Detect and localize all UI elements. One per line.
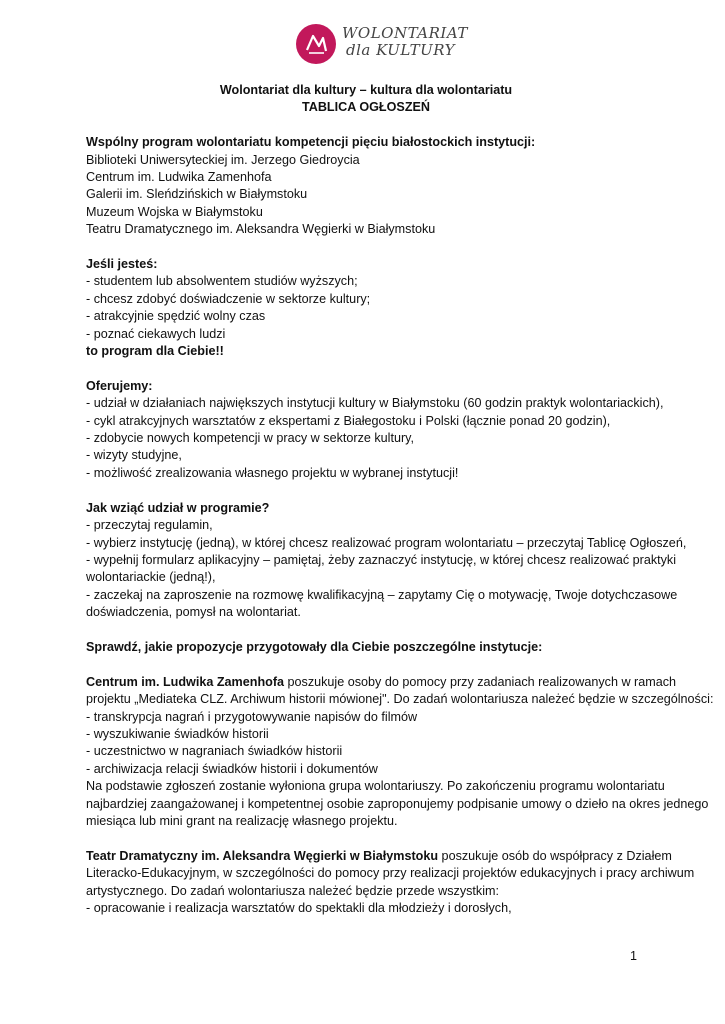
text-line: najbardziej zaangażowanej i kompetentnej osobie zaproponujemy podpisanie umowy o dzieło na okres jednego	[86, 796, 709, 811]
list-item: - poznać ciekawych ludzi	[86, 326, 226, 341]
logo-text	[342, 25, 468, 59]
zamenhof-intro	[86, 674, 677, 691]
page-number: 1	[630, 949, 638, 963]
offer-heading: Oferujemy:	[86, 378, 153, 393]
list-item: - zdobycie nowych kompetencji w pracy w sektorze kultury,	[86, 431, 415, 446]
list-item: - studentem lub absolwentem studiów wyższych;	[86, 274, 358, 289]
teatr-name: Teatr Dramatyczny im. Aleksandra Węgierki w Białymstoku	[86, 848, 439, 863]
list-item: - transkrypcja nagrań i przygotowywanie napisów do filmów	[86, 709, 418, 724]
document-title: Wolontariat dla kultury – kultura dla wolontariatu	[219, 83, 513, 97]
logo-line-1: WOLONTARIAT	[342, 24, 468, 42]
zamenhof-intro-text: poszukuje osoby do pomocy przy zadaniach realizowanych w ramach	[284, 674, 677, 689]
list-item: - uczestnictwo w nagraniach świadków historii	[86, 744, 343, 759]
institution-item: Centrum im. Ludwika Zamenhofa	[86, 170, 272, 185]
logo	[296, 24, 468, 64]
list-item: - wyszukiwanie świadków historii	[86, 726, 269, 741]
list-item: - wizyty studyjne,	[86, 448, 182, 463]
institution-item: Galerii im. Sleńdzińskich w Białymstoku	[86, 187, 308, 202]
text-line: wolontariackie (jedną!),	[86, 570, 216, 585]
text-line: artystycznego. Do zadań wolontariusza należeć będzie przede wszystkim:	[86, 883, 499, 898]
text-line: - przeczytaj regulamin,	[86, 518, 213, 533]
if-you-are-heading: Jeśli jesteś:	[86, 257, 158, 272]
zamenhof-name: Centrum im. Ludwika Zamenhofa	[86, 674, 285, 689]
teatr-intro	[86, 848, 672, 865]
teatr-intro-text: poszukuje osób do współpracy z Działem	[438, 848, 672, 863]
program-heading: Wspólny program wolontariatu kompetencji pięciu białostockich instytucji:	[86, 135, 536, 150]
list-item: - archiwizacja relacji świadków historii i dokumentów	[86, 761, 378, 776]
list-item: - opracowanie i realizacja warsztatów do spektakli dla młodzieży i dorosłych,	[86, 900, 512, 915]
list-item: - atrakcyjnie spędzić wolny czas	[86, 309, 266, 324]
text-line: projektu „Mediateka CLZ. Archiwum historii mówionej". Do zadań wolontariusza należeć będzie w szczególności:	[86, 692, 714, 707]
document-body	[86, 82, 714, 917]
text-line: - zaczekaj na zaproszenie na rozmowę kwalifikacyjną – zapytamy Cię o motywację, Twoje dotychczasowe	[86, 587, 678, 602]
institution-item: Muzeum Wojska w Białymstoku	[86, 204, 263, 219]
list-item: - chcesz zdobyć doświadczenie w sektorze kultury;	[86, 291, 371, 306]
text-line: doświadczenia, pomysł na wolontariat.	[86, 605, 301, 620]
list-item: - cykl atrakcyjnych warsztatów z ekspertami z Białegostoku i Polski (łącznie ponad 20 godzin),	[86, 413, 611, 428]
document-subtitle: TABLICA OGŁOSZEŃ	[301, 100, 431, 115]
text-line: - wybierz instytucję (jedną), w której chcesz realizować program wolontariatu – przeczytaj Tablicę Ogłoszeń,	[86, 535, 687, 550]
list-item: - możliwość zrealizowania własnego projektu w wybranej instytucji!	[86, 465, 459, 480]
text-line: Na podstawie zgłoszeń zostanie wyłoniona grupa wolontariuszy. Po zakończeniu programu wolontariatu	[86, 779, 665, 794]
text-line: - wypełnij formularz aplikacyjny – pamiętaj, żeby zaznaczyć instytucję, w której chcesz realizować praktyki	[86, 552, 677, 567]
institution-item: Teatru Dramatycznego im. Aleksandra Węgierki w Białymstoku	[86, 222, 436, 237]
if-you-are-closing: to program dla Ciebie!!	[86, 344, 224, 359]
institution-item: Biblioteki Uniwersyteckiej im. Jerzego Giedroycia	[86, 152, 360, 167]
check-heading: Sprawdź, jakie propozycje przygotowały dla Ciebie poszczególne instytucje:	[86, 639, 543, 654]
logo-mark-icon	[296, 24, 336, 64]
list-item: - udział w działaniach największych instytucji kultury w Białymstoku (60 godzin praktyk wolontariackich),	[86, 396, 664, 411]
text-line: Literacko-Edukacyjnym, w szczególności do pomocy przy realizacji projektów edukacyjnych i pracy archiwum	[86, 866, 695, 881]
logo-line-2: dla KULTURY	[346, 41, 456, 59]
how-to-heading: Jak wziąć udział w programie?	[86, 500, 270, 515]
text-line: miesiąca lub mini grant na realizację własnego projektu.	[86, 813, 398, 828]
